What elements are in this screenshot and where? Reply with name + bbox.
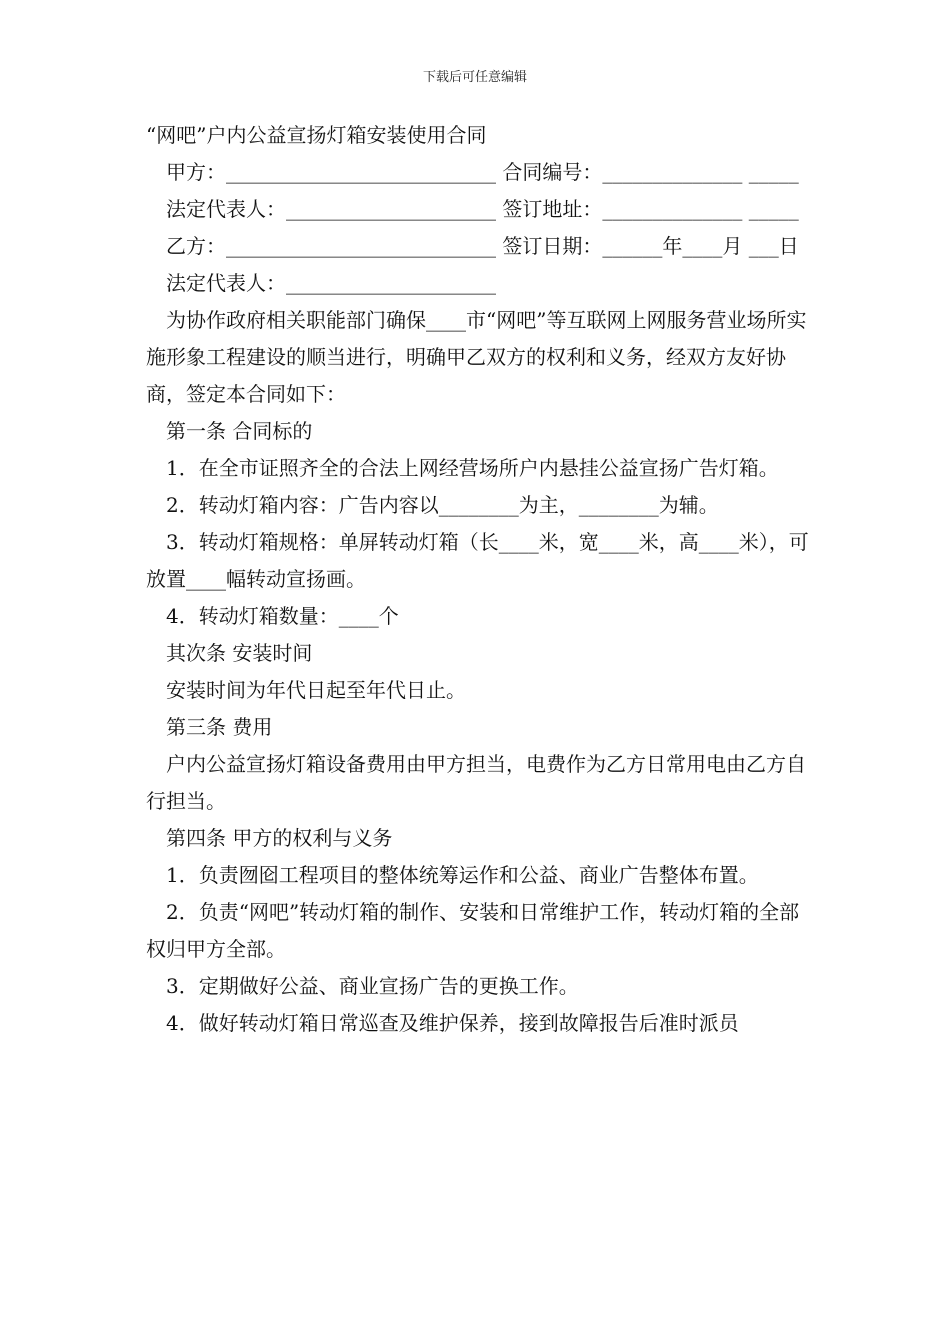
article-heading: 第三条 费用 — [166, 715, 273, 739]
party-a-line: 甲方：___________________________ 合同编号：______________ _____ — [166, 160, 799, 184]
clause-paragraph: 4．做好转动灯箱日常巡查及维护保养，接到故障报告后准时派员 — [166, 1011, 739, 1035]
contract-title: “网吧”户内公益宣扬灯箱安装使用合同 — [146, 123, 487, 147]
party-a-representative-line: 法定代表人：_____________________ 签订地址：______________ _____ — [166, 197, 799, 221]
clause-paragraph: 安装时间为年代日起至年代日止。 — [166, 678, 466, 702]
clause-paragraph: 户内公益宣扬灯箱设备费用由甲方担当，电费作为乙方日常用电由乙方自行担当。 — [146, 752, 806, 813]
article-heading: 其次条 安装时间 — [166, 641, 313, 665]
clause-paragraph: 1．负责囫囵工程项目的整体统筹运作和公益、商业广告整体布置。 — [166, 863, 759, 887]
clause-paragraph: 2．转动灯箱内容：广告内容以________为主，________为辅。 — [166, 493, 719, 517]
party-b-representative-line: 法定代表人：_____________________ — [166, 271, 496, 295]
contract-body — [146, 117, 816, 1042]
party-b-line: 乙方：___________________________ 签订日期：______年____月 ___日 — [166, 234, 799, 258]
clause-paragraph: 2．负责“网吧”转动灯箱的制作、安装和日常维护工作，转动灯箱的全部权归甲方全部。 — [146, 900, 800, 961]
clause-paragraph: 3．转动灯箱规格：单屏转动灯箱（长____米，宽____米，高____米），可放置____幅转动宣扬画。 — [146, 530, 809, 591]
preamble-paragraph: 为协作政府相关职能部门确保____市“网吧”等互联网上网服务营业场所实施形象工程建设的顺当进行，明确甲乙双方的权利和义务，经双方友好协商，签定本合同如下： — [146, 308, 807, 406]
clause-paragraph: 4．转动灯箱数量：____个 — [166, 604, 399, 628]
article-heading: 第一条 合同标的 — [166, 419, 313, 443]
clause-paragraph: 1．在全市证照齐全的合法上网经营场所户内悬挂公益宣扬广告灯箱。 — [166, 456, 779, 480]
clause-paragraph: 3．定期做好公益、商业宣扬广告的更换工作。 — [166, 974, 579, 998]
article-heading: 第四条 甲方的权利与义务 — [166, 826, 393, 850]
page-header: 下载后可任意编辑 — [422, 70, 527, 85]
